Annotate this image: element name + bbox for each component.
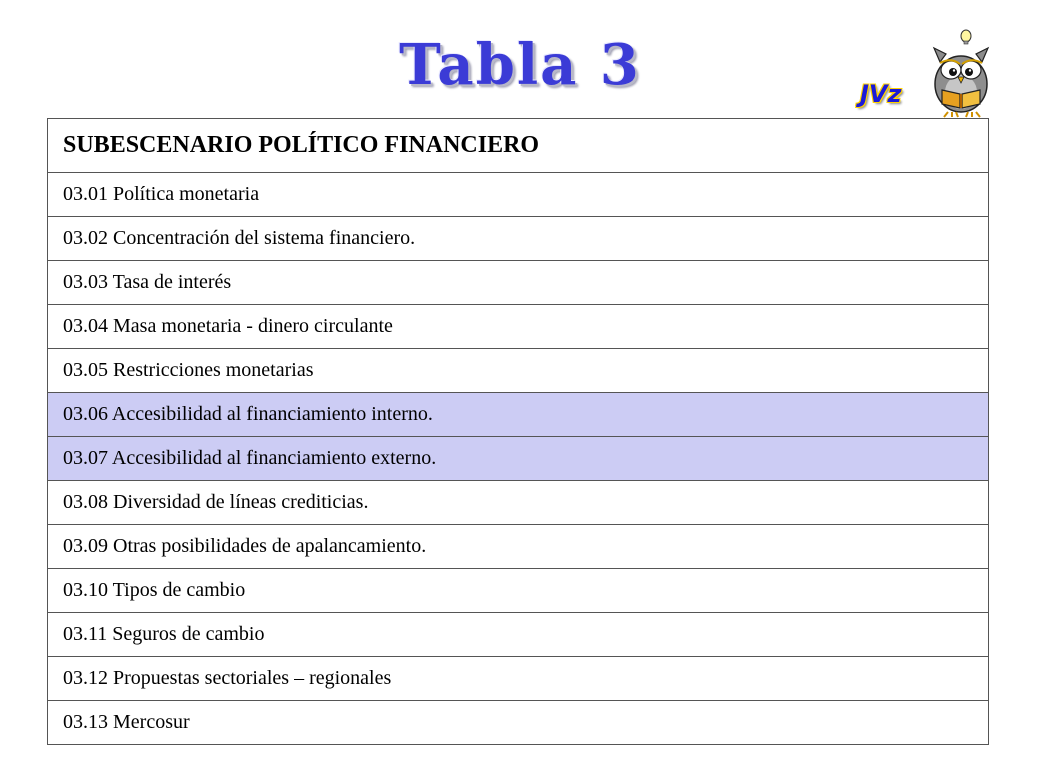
table-row bbox=[48, 657, 989, 701]
table-row bbox=[48, 173, 989, 217]
table-cell: 03.01 Política monetaria bbox=[48, 173, 989, 217]
table-row bbox=[48, 525, 989, 569]
table-row bbox=[48, 305, 989, 349]
table-cell: 03.03 Tasa de interés bbox=[48, 261, 989, 305]
table-cell: 03.08 Diversidad de líneas crediticias. bbox=[48, 481, 989, 525]
table-cell: 03.07 Accesibilidad al financiamiento externo. bbox=[48, 437, 989, 481]
table-row bbox=[48, 261, 989, 305]
jvz-logo bbox=[852, 28, 1002, 118]
table-cell: 03.06 Accesibilidad al financiamiento interno. bbox=[48, 393, 989, 437]
table-row bbox=[48, 701, 989, 745]
slide-title: Tabla 3 bbox=[399, 32, 641, 98]
table-cell: 03.02 Concentración del sistema financiero. bbox=[48, 217, 989, 261]
table-row bbox=[48, 217, 989, 261]
table-row-highlighted bbox=[48, 393, 989, 437]
table-cell: 03.12 Propuestas sectoriales – regionales bbox=[48, 657, 989, 701]
logo-text: JVz bbox=[860, 80, 902, 108]
table-row-highlighted bbox=[48, 437, 989, 481]
table-row bbox=[48, 613, 989, 657]
table-row bbox=[48, 481, 989, 525]
table-cell: 03.09 Otras posibilidades de apalancamiento. bbox=[48, 525, 989, 569]
table-header-cell: SUBESCENARIO POLÍTICO FINANCIERO bbox=[48, 119, 989, 173]
table-cell: 03.11 Seguros de cambio bbox=[48, 613, 989, 657]
table-cell: 03.05 Restricciones monetarias bbox=[48, 349, 989, 393]
subescenario-table bbox=[47, 118, 989, 745]
table-cell: 03.04 Masa monetaria - dinero circulante bbox=[48, 305, 989, 349]
table-cell: 03.10 Tipos de cambio bbox=[48, 569, 989, 613]
table-row bbox=[48, 349, 989, 393]
owl-reading-icon bbox=[922, 28, 1002, 118]
table-header-row bbox=[48, 119, 989, 173]
table-row bbox=[48, 569, 989, 613]
table-cell: 03.13 Mercosur bbox=[48, 701, 989, 745]
